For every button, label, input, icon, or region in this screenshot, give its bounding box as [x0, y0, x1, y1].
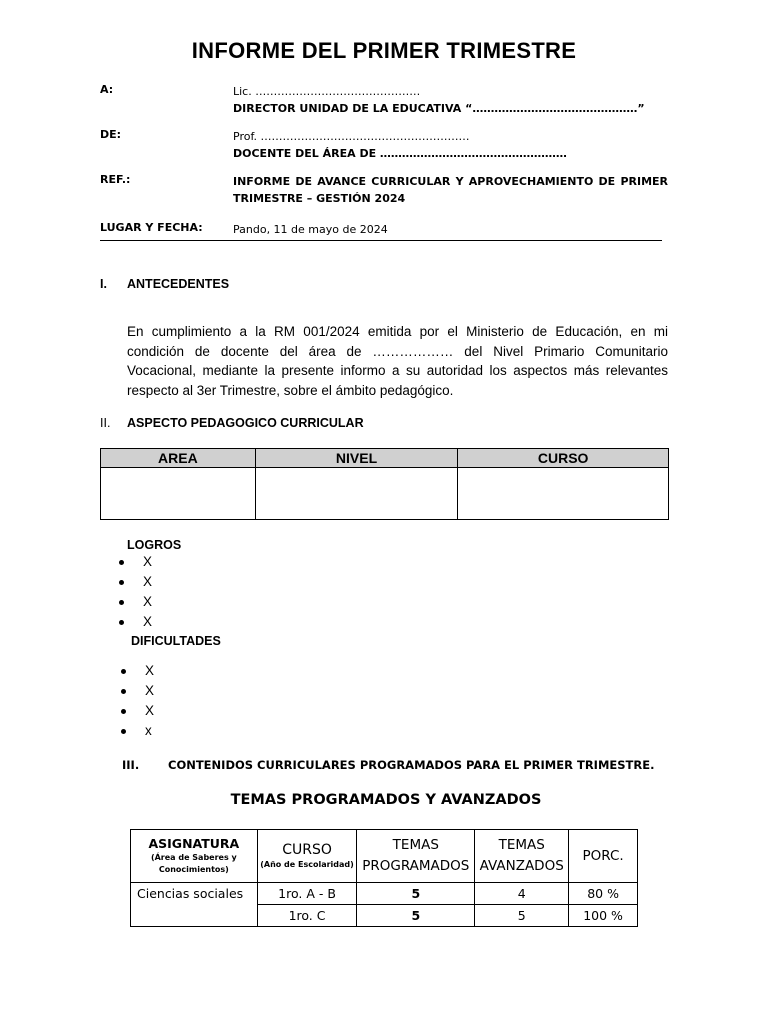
cell-covered: 4 [475, 883, 569, 905]
from-label: DE: [100, 128, 122, 141]
place-date-value: Pando, 11 de mayo de 2024 [233, 223, 388, 236]
section-2-title: ASPECTO PEDAGOGICO CURRICULAR [127, 416, 364, 430]
header-topics-planned: TEMAS PROGRAMADOS [357, 830, 475, 883]
cell-course: 1ro. C [257, 905, 357, 927]
bullet-icon [119, 580, 124, 585]
section-2-number: II. [100, 416, 111, 430]
cell-subject [131, 905, 258, 927]
table-header-course: CURSO [458, 449, 669, 468]
table-header-area: AREA [101, 449, 256, 468]
document-title: INFORME DEL PRIMER TRIMESTRE [191, 38, 577, 63]
bullet-icon [121, 709, 126, 714]
section-2-heading [100, 416, 364, 430]
section-1-number: I. [100, 277, 107, 291]
to-label: A: [100, 83, 114, 96]
cell-planned: 5 [357, 905, 475, 927]
cell-percent: 80 % [569, 883, 638, 905]
topics-table [130, 829, 638, 927]
table-cell-area [101, 468, 256, 520]
cell-percent: 100 % [569, 905, 638, 927]
ref-text: INFORME DE AVANCE CURRICULAR Y APROVECHAMIENTO DE PRIMER TRIMESTRE – GESTIÓN 2024 [233, 175, 668, 205]
header-course: CURSO (Año de Escolaridad) [257, 830, 357, 883]
document-page: INFORME DEL PRIMER TRIMESTRE A: Lic. ……………………………………… DIRECTOR UNIDAD DE LA EDUCATIVA “………………………………………” DE: Prof. ………………………………………………… DOCENTE DEL ÁREA DE …………………………………………… REF.: INFORME DE AVANCE CURRICULAR Y APROVECHAMIENTO DE PRIMER TRIMESTRE – GESTIÓN 2024 LUGAR Y FECHA: Pando, 11 de mayo de 2024 I. ANTECEDENTES En cumplimiento a la RM 001/2024 emitida por el Ministerio de Educación, en mi condición de docente del área de ……………… del Nivel Primario Comunitario Vocacional, mediante la presente informo a su autoridad los aspectos más relevantes respecto al 3er Trimestre, sobre el ámbito pedagógico. II. ASPECTO PEDAGOGICO CURRICULAR AREA NIVEL CURSO LOGROS X X X X DIFICULTADES X X X x III. CONTENIDOS CURRICULARES PROGRAMADOS PARA EL PRIMER TRIMESTRE. TEMAS PROGRAMADOS Y AVANZADOS ASIGNATURA (Área de Saberes y Conocimientos) CURSO (Año de Escolaridad) TEMAS PROGRAMADOS TEMAS AVANZADOS PORC. Ciencias sociales 1ro. A - B 5 4 80 % 1ro. C 5 5 100 % [0, 0, 768, 1024]
bullet-icon [119, 620, 124, 625]
bullet-icon [121, 669, 126, 674]
to-name: Lic. ……………………………………… [233, 85, 421, 98]
section-3-heading [122, 758, 654, 772]
bullet-icon [121, 729, 126, 734]
cell-subject: Ciencias sociales [131, 883, 258, 905]
table-row [131, 883, 638, 905]
section-1-title: ANTECEDENTES [127, 277, 230, 291]
section-3-title: CONTENIDOS CURRICULARES PROGRAMADOS PARA EL PRIMER TRIMESTRE. [168, 758, 655, 772]
bullet-icon [121, 689, 126, 694]
cell-course: 1ro. A - B [257, 883, 357, 905]
from-name: Prof. ………………………………………………… [233, 130, 470, 143]
section-1-paragraph: En cumplimiento a la RM 001/2024 emitida por el Ministerio de Educación, en mi condición de docente del área de ……………… del Nivel Primario Comunitario Vocacional, mediante la presente informo a su autoridad los aspectos más relevantes respecto al 3er Trimestre, sobre el ámbito pedagógico. [127, 324, 668, 398]
ref-label: REF.: [100, 173, 131, 186]
place-date-label: LUGAR Y FECHA: [100, 221, 203, 234]
header-percent: PORC. [569, 830, 638, 883]
cell-covered: 5 [475, 905, 569, 927]
area-level-course-table [100, 448, 669, 520]
from-position: DOCENTE DEL ÁREA DE …………………………………………… [233, 147, 567, 160]
table-header-level: NIVEL [255, 449, 458, 468]
bullet-icon [119, 560, 124, 565]
topics-subtitle: TEMAS PROGRAMADOS Y AVANZADOS [230, 792, 542, 808]
achievements-heading: LOGROS [127, 538, 182, 552]
table-cell-course [458, 468, 669, 520]
header-divider [100, 240, 662, 241]
bullet-icon [119, 600, 124, 605]
header-subject: ASIGNATURA (Área de Saberes y Conocimientos) [131, 830, 258, 883]
section-1-heading [100, 277, 229, 291]
to-position: DIRECTOR UNIDAD DE LA EDUCATIVA “………………………………………” [233, 102, 645, 115]
table-row [131, 905, 638, 927]
header-topics-covered: TEMAS AVANZADOS [475, 830, 569, 883]
cell-planned: 5 [357, 883, 475, 905]
difficulties-heading: DIFICULTADES [131, 634, 221, 648]
section-3-number: III. [122, 758, 140, 772]
table-cell-level [255, 468, 458, 520]
